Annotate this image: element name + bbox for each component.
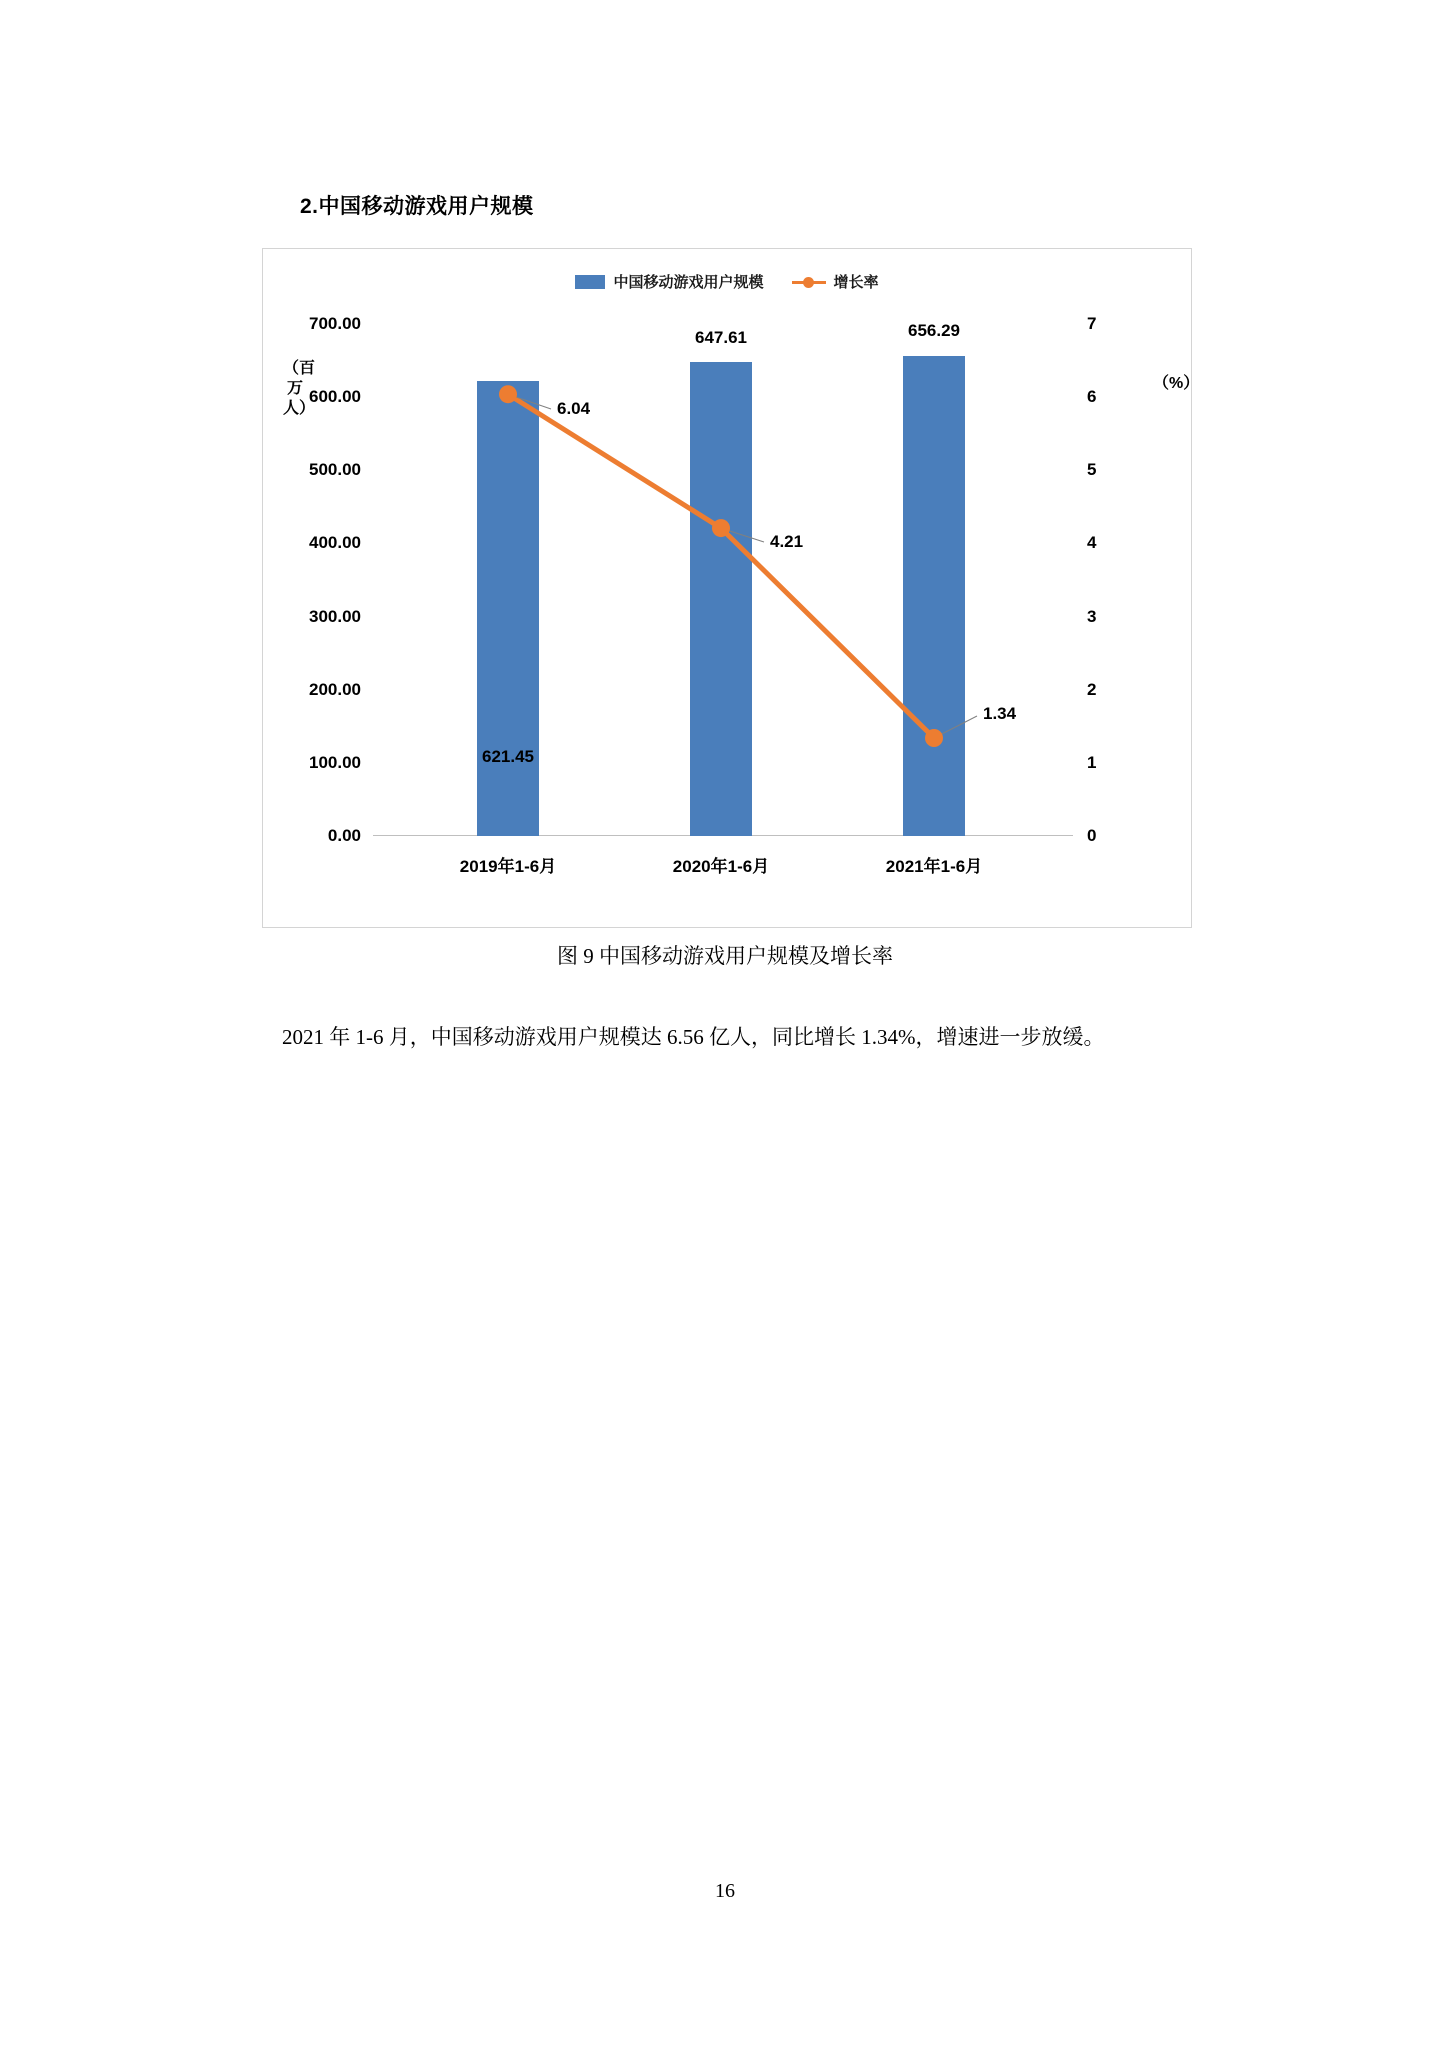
y-tick-left-6: 600.00 [309, 387, 361, 407]
y-tick-left-5: 500.00 [309, 460, 361, 480]
y-tick-left-4: 400.00 [309, 533, 361, 553]
line-value-label-2020: 4.21 [770, 532, 804, 551]
y-tick-right-4: 4 [1087, 533, 1097, 553]
legend-swatch-line-icon [792, 275, 826, 289]
chart-container [262, 248, 1200, 928]
y-tick-right-5: 5 [1087, 460, 1097, 480]
y-tick-right-3: 3 [1087, 606, 1097, 626]
body-paragraph: 2021 年 1-6 月，中国移动游戏用户规模达 6.56 亿人，同比增长 1.34%，增速进一步放缓。 [282, 1025, 1105, 1049]
legend-label-line: 增长率 [833, 274, 879, 291]
y-tick-right-1: 1 [1087, 752, 1097, 772]
page-number: 16 [715, 1880, 735, 1902]
bar-value-label-2021: 656.29 [908, 321, 960, 341]
growth-rate-line-series [373, 324, 1073, 836]
section-heading: 2.中国移动游戏用户规模 [300, 195, 534, 218]
x-tick-label-2021: 2021年1-6月 [885, 857, 983, 876]
chart-plot-area [309, 314, 1097, 876]
chart-legend [263, 271, 1191, 292]
y-tick-left-1: 100.00 [309, 752, 361, 772]
legend-swatch-bar-icon [575, 275, 605, 289]
line-value-label-2021: 1.34 [983, 704, 1017, 723]
legend-item-bar [575, 271, 763, 292]
y-tick-left-2: 200.00 [309, 679, 361, 699]
y-tick-left-3: 300.00 [309, 606, 361, 626]
y-axis-right-title: （%） [1153, 375, 1200, 392]
legend-label-bar: 中国移动游戏用户规模 [613, 274, 764, 291]
bar-value-label-2020: 647.61 [695, 327, 747, 347]
line-value-label-2019: 6.04 [557, 399, 591, 418]
y-tick-right-6: 6 [1087, 387, 1097, 407]
x-tick-label-2020: 2020年1-6月 [672, 857, 770, 876]
x-tick-label-2019: 2019年1-6月 [459, 857, 557, 876]
bar-value-label-2019: 621.45 [482, 746, 534, 766]
figure-caption: 图 9 中国移动游戏用户规模及增长率 [557, 944, 893, 968]
y-tick-left-7: 700.00 [309, 314, 361, 333]
y-tick-right-0: 0 [1087, 826, 1097, 845]
y-tick-left-0: 0.00 [327, 826, 361, 845]
y-tick-right-2: 2 [1087, 679, 1097, 699]
y-axis-left-title: （百万人） [283, 360, 316, 417]
y-tick-right-7: 7 [1087, 314, 1097, 333]
legend-item-line [792, 271, 879, 292]
